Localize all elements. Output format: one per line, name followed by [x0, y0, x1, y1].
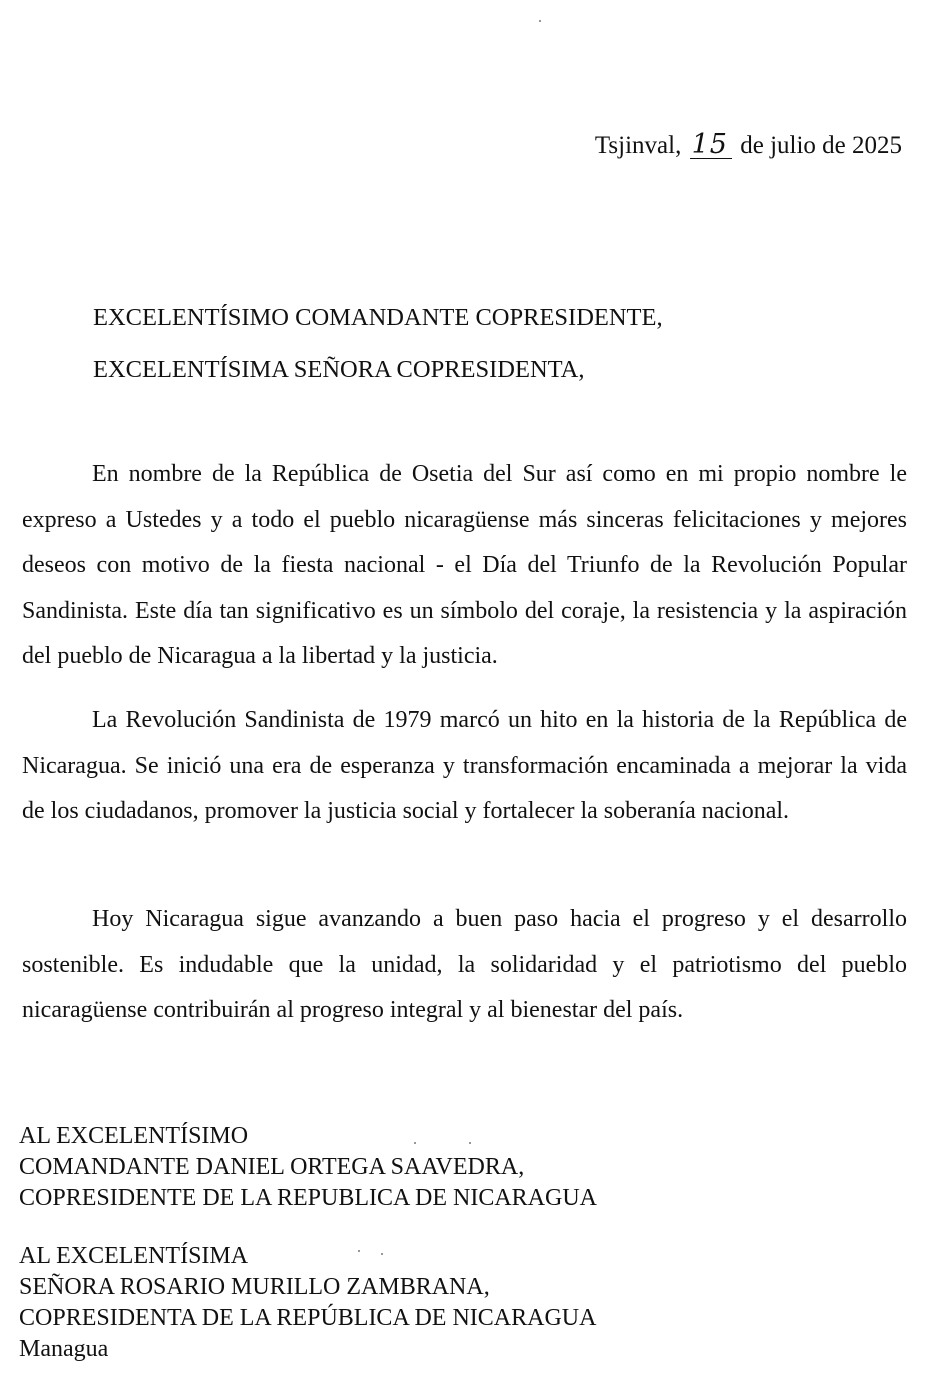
scan-speck [381, 1253, 383, 1255]
addressee-line: COMANDANTE DANIEL ORTEGA SAAVEDRA, [19, 1154, 525, 1180]
addressee-line: AL EXCELENTÍSIMO [19, 1123, 249, 1149]
addressee-block-2 [19, 1241, 596, 1365]
scan-speck [358, 1250, 360, 1252]
scan-speck [414, 1142, 416, 1144]
paragraph-text: La Revolución Sandinista de 1979 marcó un hito en la historia de la República de Nicaragua. Se inició una era de esperanza y transformación encaminada a mejorar la vida de los ciudadanos, promover la justicia social y fortalecer la soberanía nacional. [22, 707, 907, 824]
body-paragraph-2 [22, 698, 907, 835]
salutation [93, 292, 663, 396]
addressee-city: Managua [19, 1336, 109, 1362]
paragraph-text: En nombre de la República de Osetia del Sur así como en mi propio nombre le expreso a Ustedes y a todo el pueblo nicaragüense más sinceras felicitaciones y mejores deseos con motivo de la fiesta nacional - el Día del Triunfo de la Revolución Popular Sandinista. Este día tan significativo es un símbolo del coraje, la resistencia y la aspiración del pueblo de Nicaragua a la libertad y la justicia. [22, 461, 907, 669]
addressee-line: COPRESIDENTA DE LA REPÚBLICA DE NICARAGUA [19, 1305, 597, 1331]
addressee-line: SEÑORA ROSARIO MURILLO ZAMBRANA, [19, 1274, 490, 1300]
body-paragraph-1 [22, 452, 907, 680]
body-paragraph-3 [22, 897, 907, 1034]
paragraph-text: Hoy Nicaragua sigue avanzando a buen paso hacia el progreso y el desarrollo sostenible. Es indudable que la unidad, la solidaridad y el patriotismo del pueblo nicaragüense contribuirán al progreso integral y al bienestar del país. [22, 906, 907, 1023]
addressee-line: AL EXCELENTÍSIMA [19, 1243, 249, 1269]
scan-speck [469, 1142, 471, 1144]
addressee-block-1 [19, 1121, 597, 1214]
addressee-line: COPRESIDENTE DE LA REPUBLICA DE NICARAGUA [19, 1185, 598, 1211]
dateline-day-handwritten: 15 [690, 132, 732, 159]
scan-speck [539, 20, 541, 22]
dateline-place: Tsjinval, [594, 132, 682, 159]
salutation-line: EXCELENTÍSIMO COMANDANTE COPRESIDENTE, [93, 304, 663, 331]
dateline-month-year: de julio de 2025 [740, 132, 902, 159]
salutation-line: EXCELENTÍSIMA SEÑORA COPRESIDENTA, [93, 356, 585, 383]
dateline [594, 129, 902, 160]
